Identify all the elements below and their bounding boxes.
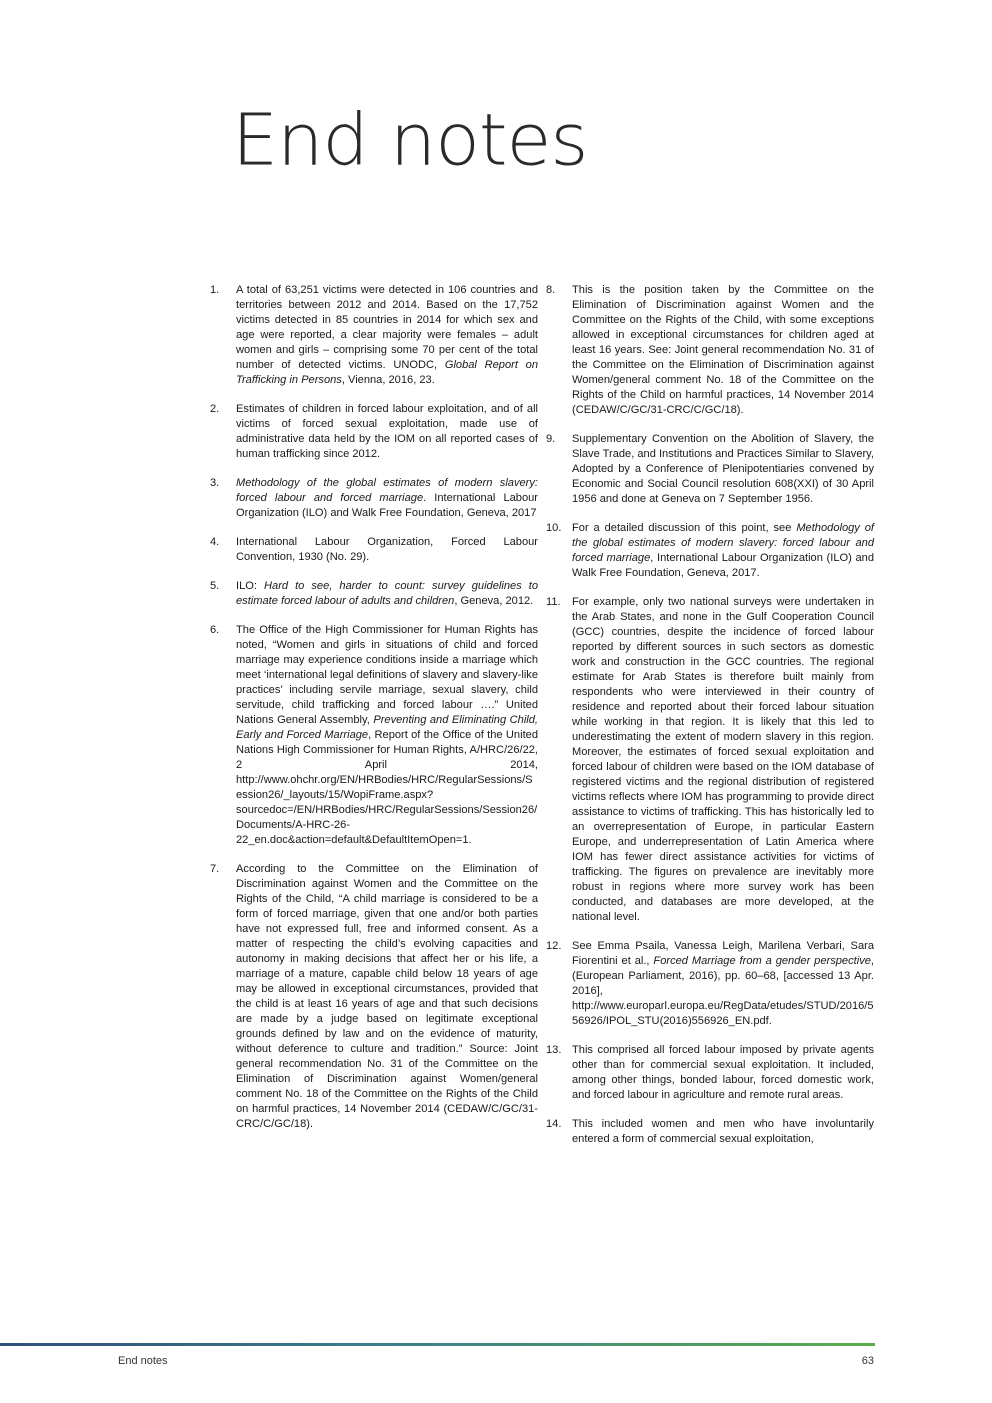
endnote-item xyxy=(546,432,874,507)
endnote-number: 6. xyxy=(210,624,220,636)
endnote-text xyxy=(236,476,538,521)
endnote-number: 13. xyxy=(546,1044,562,1056)
endnote-number: 7. xyxy=(210,863,220,875)
endnote-text-segment: Estimates of children in forced labour exploitation, and of all victims of forced sexual exploitation, made use of administrative data held by the IOM on all reported cases of human trafficking since 2012. xyxy=(236,403,538,460)
endnote-italic-title: Global Report on Trafficking in Persons xyxy=(236,359,538,386)
endnote-text-segment: , Geneva, 2012. xyxy=(454,595,534,607)
endnote-number: 1. xyxy=(210,284,220,296)
endnote-text xyxy=(572,283,874,418)
endnote-number: 5. xyxy=(210,580,220,592)
footer-divider xyxy=(0,1343,875,1346)
endnote-text-segment: ILO: xyxy=(236,580,265,592)
endnote-text-segment: , (European Parliament, 2016), pp. 60–68, [accessed 13 Apr. 2016], http://www.europarl.europa.eu/RegData/etudes/STUD/2016/556926/IPOL_STU(2016)556926_EN.pdf. xyxy=(572,955,874,1027)
endnote-number: 10. xyxy=(546,522,562,534)
endnote-text xyxy=(572,939,874,1029)
endnote-item xyxy=(210,283,538,388)
endnote-text-segment: For a detailed discussion of this point, see xyxy=(572,522,797,534)
endnote-text xyxy=(236,623,538,848)
endnote-number: 8. xyxy=(546,284,556,296)
endnote-text-segment: , Vienna, 2016, 23. xyxy=(341,374,435,386)
endnote-number: 12. xyxy=(546,940,562,952)
endnote-text-segment: See Emma Psaila, Vanessa Leigh, Marilena Verbari, Sara Fiorentini et al., xyxy=(572,940,874,967)
endnote-italic-title: Methodology of the global estimates of modern slavery: forced labour and forced marriage xyxy=(236,477,538,504)
page-number: 63 xyxy=(861,1355,874,1367)
endnote-text-segment: For example, only two national surveys were undertaken in the Arab States, and none in the Gulf Cooperation Council (GCC) countries, despite the incidence of forced labour reported by different sources in such sectors as domestic work and construction in the GCC countries. The regional estimate for Arab States is therefore built mainly from respondents who were interviewed in their country of residence and reported about their forced labour situation while working in that region. It is likely that this led to underestimating the extent of modern slavery in this region. Moreover, the estimates of forced sexual exploitation and forced labour of children were based on the IOM database of registered victims and the regional distribution of registered victims reflects where IOM has programming to provide direct assistance to victims of trafficking. This has historically led to an overrepresentation of Europe, in particular Eastern Europe, and underrepresentation of Latin America where IOM has fewer direct assistance activities for victims of trafficking. The figures on prevalence are inevitably more robust in regions where more survey work has been conducted, and databases are more developed, at the national level. xyxy=(572,596,874,923)
endnote-text xyxy=(572,1043,874,1103)
page-title: End notes xyxy=(232,98,588,183)
footer-section-label: End notes xyxy=(118,1355,168,1367)
endnote-text-segment: , Report of the Office of the United Nations High Commissioner for Human Rights, A/HRC/26/22, 2 April 2014, http://www.ohchr.org/EN/HRBodies/HRC/RegularSessions/Session26/_layouts/15/WopiFrame.aspx?sourcedoc=/EN/HRBodies/HRC/RegularSessions/Session26/Documents/A-HRC-26-22_en.doc&action=default&DefaultItemOpen=1. xyxy=(236,729,538,846)
endnote-item xyxy=(546,595,874,925)
endnotes-right-column xyxy=(546,283,874,1161)
endnote-text xyxy=(572,432,874,507)
endnote-text-segment: A total of 63,251 victims were detected in 106 countries and territories between 2012 and 2014. Based on the 17,752 victims detected in 85 countries in 2014 for which sex and age were reported, a clear majority were females – adult women and girls – comprising some 70 per cent of the total number of detected victims. UNODC, xyxy=(236,284,538,371)
endnote-text xyxy=(236,283,538,388)
endnote-text-segment: Supplementary Convention on the Abolition of Slavery, the Slave Trade, and Institutions and Practices Similar to Slavery, Adopted by a Conference of Plenipotentiaries convened by Economic and Social Council resolution 608(XXI) of 30 April 1956 and done at Geneva on 7 September 1956. xyxy=(572,433,874,505)
endnotes-left-column xyxy=(210,283,538,1146)
endnote-number: 11. xyxy=(546,596,561,608)
endnote-text-segment: This comprised all forced labour imposed by private agents other than for commercial sexual exploitation. It included, among other things, bonded labour, forced domestic work, and forced labour in agriculture and remote rural areas. xyxy=(572,1044,874,1101)
endnote-item xyxy=(546,1043,874,1103)
endnote-text-segment: , International Labour Organization (ILO) and Walk Free Foundation, Geneva, 2017. xyxy=(572,552,874,579)
endnote-text xyxy=(572,1117,874,1147)
endnote-text xyxy=(236,535,538,565)
endnote-number: 2. xyxy=(210,403,220,415)
endnote-text-segment: According to the Committee on the Elimination of Discrimination against Women and the Committee on the Rights of the Child, “A child marriage is considered to be a form of forced marriage, given that one and/or both parties have not expressed full, free and informed consent. As a matter of respecting the child’s evolving capacities and autonomy in making decisions that affect her or his life, a marriage of a mature, capable child below 18 years of age may be allowed in exceptional circumstances, provided that the child is at least 16 years of age and that such decisions are made by a judge based on legitimate exceptional grounds defined by law and on the evidence of maturity, without deference to culture and tradition.” Source: Joint general recommendation No. 31 of the Committee on the Elimination of Discrimination against Women/general comment No. 18 of the Committee on the Rights of the Child on harmful practices, 14 November 2014 (CEDAW/C/GC/31-CRC/C/GC/18). xyxy=(236,863,538,1130)
endnote-item xyxy=(210,579,538,609)
endnote-text-segment: International Labour Organization, Forced Labour Convention, 1930 (No. 29). xyxy=(236,536,538,563)
endnote-text xyxy=(572,521,874,581)
endnote-text xyxy=(572,595,874,925)
endnote-text-segment: This included women and men who have involuntarily entered a form of commercial sexual exploitation, xyxy=(572,1118,874,1145)
endnote-item xyxy=(210,402,538,462)
endnote-italic-title: Forced Marriage from a gender perspective xyxy=(653,955,871,967)
endnote-text xyxy=(236,862,538,1132)
endnote-number: 14. xyxy=(546,1118,562,1130)
endnote-italic-title: Methodology of the global estimates of modern slavery: forced labour and forced marriage xyxy=(572,522,875,564)
endnote-text xyxy=(236,402,538,462)
endnote-text-segment: The Office of the High Commissioner for Human Rights has noted, “Women and girls in situations of child and forced marriage may experience conditions inside a marriage which meet ‘international legal definitions of slavery and slavery-like practices’ including servile marriage, sexual slavery, child servitude, child trafficking and forced labour ….” United Nations General Assembly, xyxy=(236,624,538,726)
endnote-italic-title: Hard to see, harder to count: survey guidelines to estimate forced labour of adults and children xyxy=(236,580,539,607)
endnote-text-segment: This is the position taken by the Committee on the Elimination of Discrimination against Women and the Committee on the Rights of the Child, with some exceptions allowed in exceptional circumstances for children aged at least 16 years. See: Joint general recommendation No. 31 of the Committee on the Elimination of Discrimination against Women/general comment No. 18 of the Committee on the Rights of the Child on harmful practices, 14 November 2014 (CEDAW/C/GC/31-CRC/C/GC/18). xyxy=(572,284,874,416)
endnote-number: 9. xyxy=(546,433,556,445)
endnote-item xyxy=(210,862,538,1132)
endnote-item xyxy=(210,623,538,848)
endnote-item xyxy=(546,521,874,581)
endnote-text-segment: . International Labour Organization (ILO) and Walk Free Foundation, Geneva, 2017 xyxy=(236,492,538,519)
endnote-number: 3. xyxy=(210,477,220,489)
endnote-item xyxy=(546,1117,874,1147)
endnote-italic-title: Preventing and Eliminating Child, Early and Forced Marriage xyxy=(236,714,539,741)
endnote-item xyxy=(210,476,538,521)
endnote-number: 4. xyxy=(210,536,220,548)
endnote-item xyxy=(210,535,538,565)
endnote-item xyxy=(546,283,874,418)
endnote-text xyxy=(236,579,538,609)
endnote-item xyxy=(546,939,874,1029)
